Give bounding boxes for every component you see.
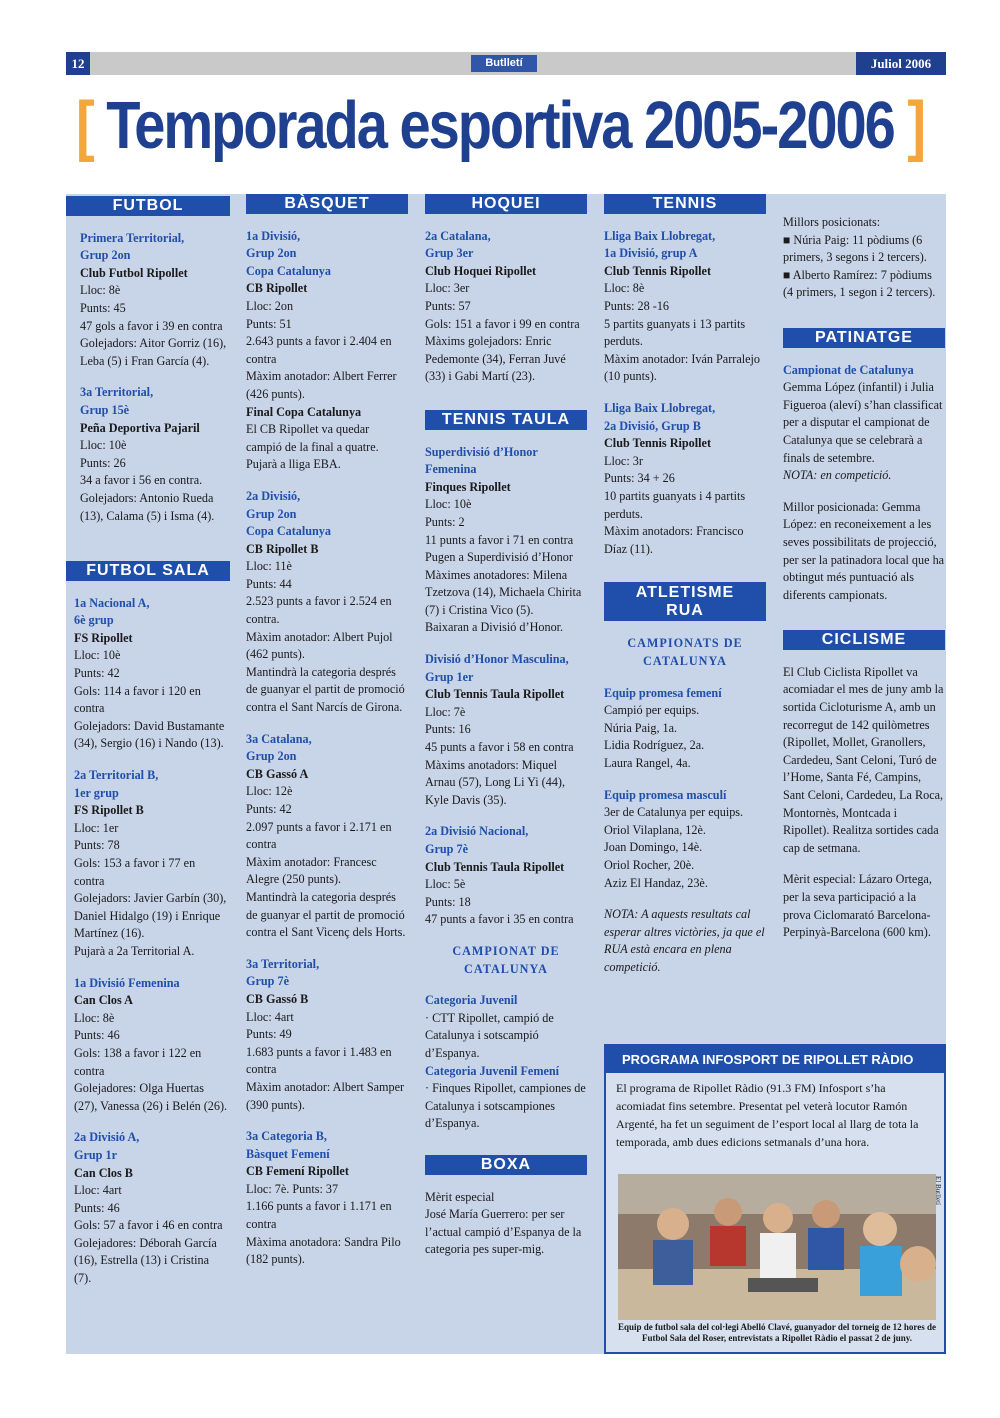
- header-bar: [66, 52, 946, 75]
- basquet-femeni: 3a Categoria B, Bàsquet Femení CB Femení Ripollet Lloc: 7è. Punts: 37 1.166 punts a favor i 1.171 en contra Màxima anotadora: Sandra Pilo (182 punts).: [246, 1129, 401, 1267]
- heading-futbol-sala: FUTBOL SALA: [66, 561, 230, 581]
- atletisme-femeni: Equip promesa femení Campió per equips. Núria Paig, 1a. Lidia Rodríguez, 2a. Laura Rangel, 4a.: [604, 685, 722, 771]
- column-tennis: [604, 194, 766, 977]
- ciclisme-merit: Mèrit especial: Lázaro Ortega, per la seva participació a la prova Ciclomarató Barcelona-Perpinyà-Barcelona (600 km).: [783, 872, 932, 940]
- futbol-tercera: 3a Territorial, Grup 15è Peña Deportiva Pajaril Lloc: 10è Punts: 26 34 a favor i 56 en contra. Golejadors: Antonio Rueda (13), Calama (5) i Isma (4).: [80, 385, 215, 523]
- heading-tennis: TENNIS: [604, 194, 766, 214]
- heading-futbol: FUTBOL: [66, 196, 230, 216]
- tt-honor-masculina: Divisió d’Honor Masculina, Grup 1er Club Tennis Taula Ripollet Lloc: 7è Punts: 16 45 punts a favor i 58 en contra Màxims anotadors: Miquel Arnau (57), Long Li Yi (44), Kyle Davis (35).: [425, 652, 574, 807]
- heading-ciclisme: CICLISME: [783, 630, 945, 650]
- rua-millors: Millors posicionats: ■ Núria Paig: 11 pòdiums (6 primers, 3 segons i 2 tercers). ■ Alberto Ramírez: 7 pòdiums (4 primers, 1 segon i 2 tercers).: [783, 215, 936, 300]
- fs-segona: 2a Divisió A, Grup 1r Can Clos B Lloc: 4art Punts: 46 Gols: 57 a favor i 46 en contra Golejadores: Déborah García (16), Estrella (13) i Cristina (7).: [74, 1130, 223, 1286]
- page-number: 12: [66, 52, 90, 75]
- photo-credit: El Butlletí: [934, 1176, 942, 1205]
- heading-tennis-taula: TENNIS TAULA: [425, 410, 587, 430]
- atletisme-nota: NOTA: A aquests resultats cal esperar altres victòries, ja que el RUA està encara en plena competició.: [604, 907, 765, 974]
- radio-heading: PROGRAMA INFOSPORT DE RIPOLLET RÀDIO: [606, 1046, 944, 1073]
- radio-box: [604, 1044, 946, 1354]
- heading-patinatge: PATINATGE: [783, 328, 945, 348]
- basquet-primera: 1a Divisió, Grup 2on Copa Catalunya CB Ripollet Lloc: 2on Punts: 51 2.643 punts a favor i 2.404 en contra Màxim anotador: Albert Ferrer (426 punts). Final Copa Catalunya El CB Ripollet va quedar campió de la final a quatre. Pujarà a lliga EBA.: [246, 228, 397, 472]
- basquet-segona: 2a Divisió, Grup 2on Copa Catalunya CB Ripollet B Lloc: 11è Punts: 44 2.523 punts a favor i 2.524 en contra. Màxim anotador: Albert Pujol (462 punts). Mantindrà la categoria després de guanyar el partit de promoció contra el Sant Narcís de Girona.: [246, 488, 405, 715]
- fs-nacional: 1a Nacional A, 6è grup FS Ripollet Lloc: 10è Punts: 42 Gols: 114 a favor i 120 en contra Golejadors: David Bustamante (34), Sergio (16) i Nando (13).: [74, 595, 225, 751]
- radio-text: El programa de Ripollet Ràdio (91.3 FM) Infosport s’ha acomiadat fins setembre. Presentat pel veterà locutor Ramón Argenté, ha fet un seguiment de l’esport local al llarg de tota la temporada, amb dues edicions setmanals d’una hora.: [616, 1081, 919, 1149]
- column-patinatge: [783, 214, 945, 942]
- futbol-primera: Primera Territorial, Grup 2on Club Futbol Ripollet Lloc: 8è Punts: 45 47 gols a favor i 39 en contra Golejadors: Aitor Gorriz (16), Leba (5) i Fran García (4).: [80, 230, 227, 368]
- tt-juvenil: Categoria Juvenil · CTT Ripollet, campió de Catalunya i sotscampió d’Espanya. Categoria Juvenil Femení · Finques Ripollet, campiones de Catalunya i sotscampiones d’Espanya.: [425, 993, 586, 1131]
- basquet-tercera: 3a Catalana, Grup 2on CB Gassó A Lloc: 12è Punts: 42 2.097 punts a favor i 2.171 en contra Màxim anotador: Francesc Alegre (250 punts). Mantindrà la categoria després de guanyar el partit de promoció contra el Sant Vicenç dels Horts.: [246, 731, 406, 940]
- basquet-territorial: 3a Territorial, Grup 7è CB Gassó B Lloc: 4art Punts: 49 1.683 punts a favor i 1.483 en contra Màxim anotador: Albert Samper (390 punts).: [246, 956, 405, 1112]
- butlleti-logo: Butlletí: [471, 55, 537, 72]
- hoquei-segona: 2a Catalana, Grup 3er Club Hoquei Ripollet Lloc: 3er Punts: 57 Gols: 151 a favor i 99 en contra Màxims golejadors: Enric Pedemonte (34), Ferran Juvé (33) i Gabi Martí (23).: [425, 228, 580, 384]
- column-hoquei: [425, 194, 587, 1259]
- patinatge-millor: Millor posicionada: Gemma López: en reconeixement a les seves possibilitats de projecció, per ser la patinadora local que ha obtingut més puntuació als diferents campionats.: [783, 499, 945, 602]
- tt-nacional: 2a Divisió Nacional, Grup 7è Club Tennis Taula Ripollet Lloc: 5è Punts: 18 47 punts a favor i 35 en contra: [425, 824, 574, 927]
- heading-boxa: BOXA: [425, 1155, 587, 1175]
- column-basquet: [246, 194, 408, 1283]
- page-title: [ Temporada esportiva 2005-2006 ]: [75, 86, 925, 163]
- atletisme-masculi: Equip promesa masculí 3er de Catalunya per equips. Oriol Vilaplana, 12è. Joan Domingo, 14è. Oriol Rocher, 20è. Aziz El Handaz, 23è.: [604, 787, 744, 890]
- fs-femenina: 1a Divisió Femenina Can Clos A Lloc: 8è Punts: 46 Gols: 138 a favor i 122 en contra Golejadores: Olga Huertas (27), Vanessa (26) i Belén (26).: [74, 975, 228, 1113]
- tennis-primera: Lliga Baix Llobregat, 1a Divisió, grup A Club Tennis Ripollet Lloc: 8è Punts: 28 -16 5 partits guanyats i 13 partits perduts. Màxim anotador: Iván Parralejo (10 punts).: [604, 228, 761, 384]
- column-futbol: [66, 196, 230, 1302]
- heading-basquet: BÀSQUET: [246, 194, 408, 214]
- boxa-merit: Mèrit especial José María Guerrero: per ser l’actual campió d’Espanya de la categoria pes super-mig.: [425, 1189, 582, 1257]
- issue-date: Juliol 2006: [856, 52, 946, 75]
- patinatge-campionat: Campionat de Catalunya Gemma López (infantil) i Julia Figueroa (aleví) s’han classificat per a disputar el campionat de Catalunya que se celebrarà a finals de setembre. NOTA: en competició.: [783, 362, 943, 483]
- tt-campionat-heading: CAMPIONAT DE CATALUNYA: [452, 943, 560, 976]
- fs-territorial: 2a Territorial B, 1er grup FS Ripollet B Lloc: 1er Punts: 78 Gols: 153 a favor i 77 en contra Golejadors: Javier Garbín (30), Daniel Hidalgo (19) i Enrique Martínez (16). Pujarà a 2a Territorial A.: [74, 768, 227, 958]
- tennis-segona: Lliga Baix Llobregat, 2a Divisió, Grup B Club Tennis Ripollet Lloc: 3r Punts: 34 + 26 10 partits guanyats i 4 partits perduts. Màxim anotadors: Francisco Díaz (11).: [604, 400, 746, 556]
- atletisme-sub: CAMPIONATS DE CATALUNYA: [627, 636, 743, 669]
- team-photo: [618, 1174, 936, 1320]
- ciclisme-text: El Club Ciclista Ripollet va acomiadar el mes de juny amb la sortida Cicloturisme A, amb un recorregut de 142 quilòmetres (Ripollet, Mollet, Granollers, Cardedeu, Sant Celoni, Turó de l’Home, Santa Fé, Campins, Sant Celoni, Cardedeu, La Roca, Montornès, Montcada i Ripollet). Realitza sortides cada cap de setmana.: [783, 664, 944, 855]
- heading-hoquei: HOQUEI: [425, 194, 587, 214]
- tt-superdivisio: Superdivisió d’Honor Femenina Finques Ripollet Lloc: 10è Punts: 2 11 punts a favor i 71 en contra Pugen a Superdivisió d’Honor Màximes anotadores: Milena Tzetzova (14), Michaela Chirita (7) i Cristina Vico (5). Baixaran a Divisió d’Honor.: [425, 444, 582, 635]
- photo-caption: Equip de futbol sala del col·legi Abelló Clavé, guanyador del torneig de 12 hores de Futbol Sala del Roser, entrevistats a Ripollet Ràdio el passat 2 de juny.: [618, 1322, 936, 1343]
- heading-atletisme: ATLETISME RUA: [604, 582, 766, 621]
